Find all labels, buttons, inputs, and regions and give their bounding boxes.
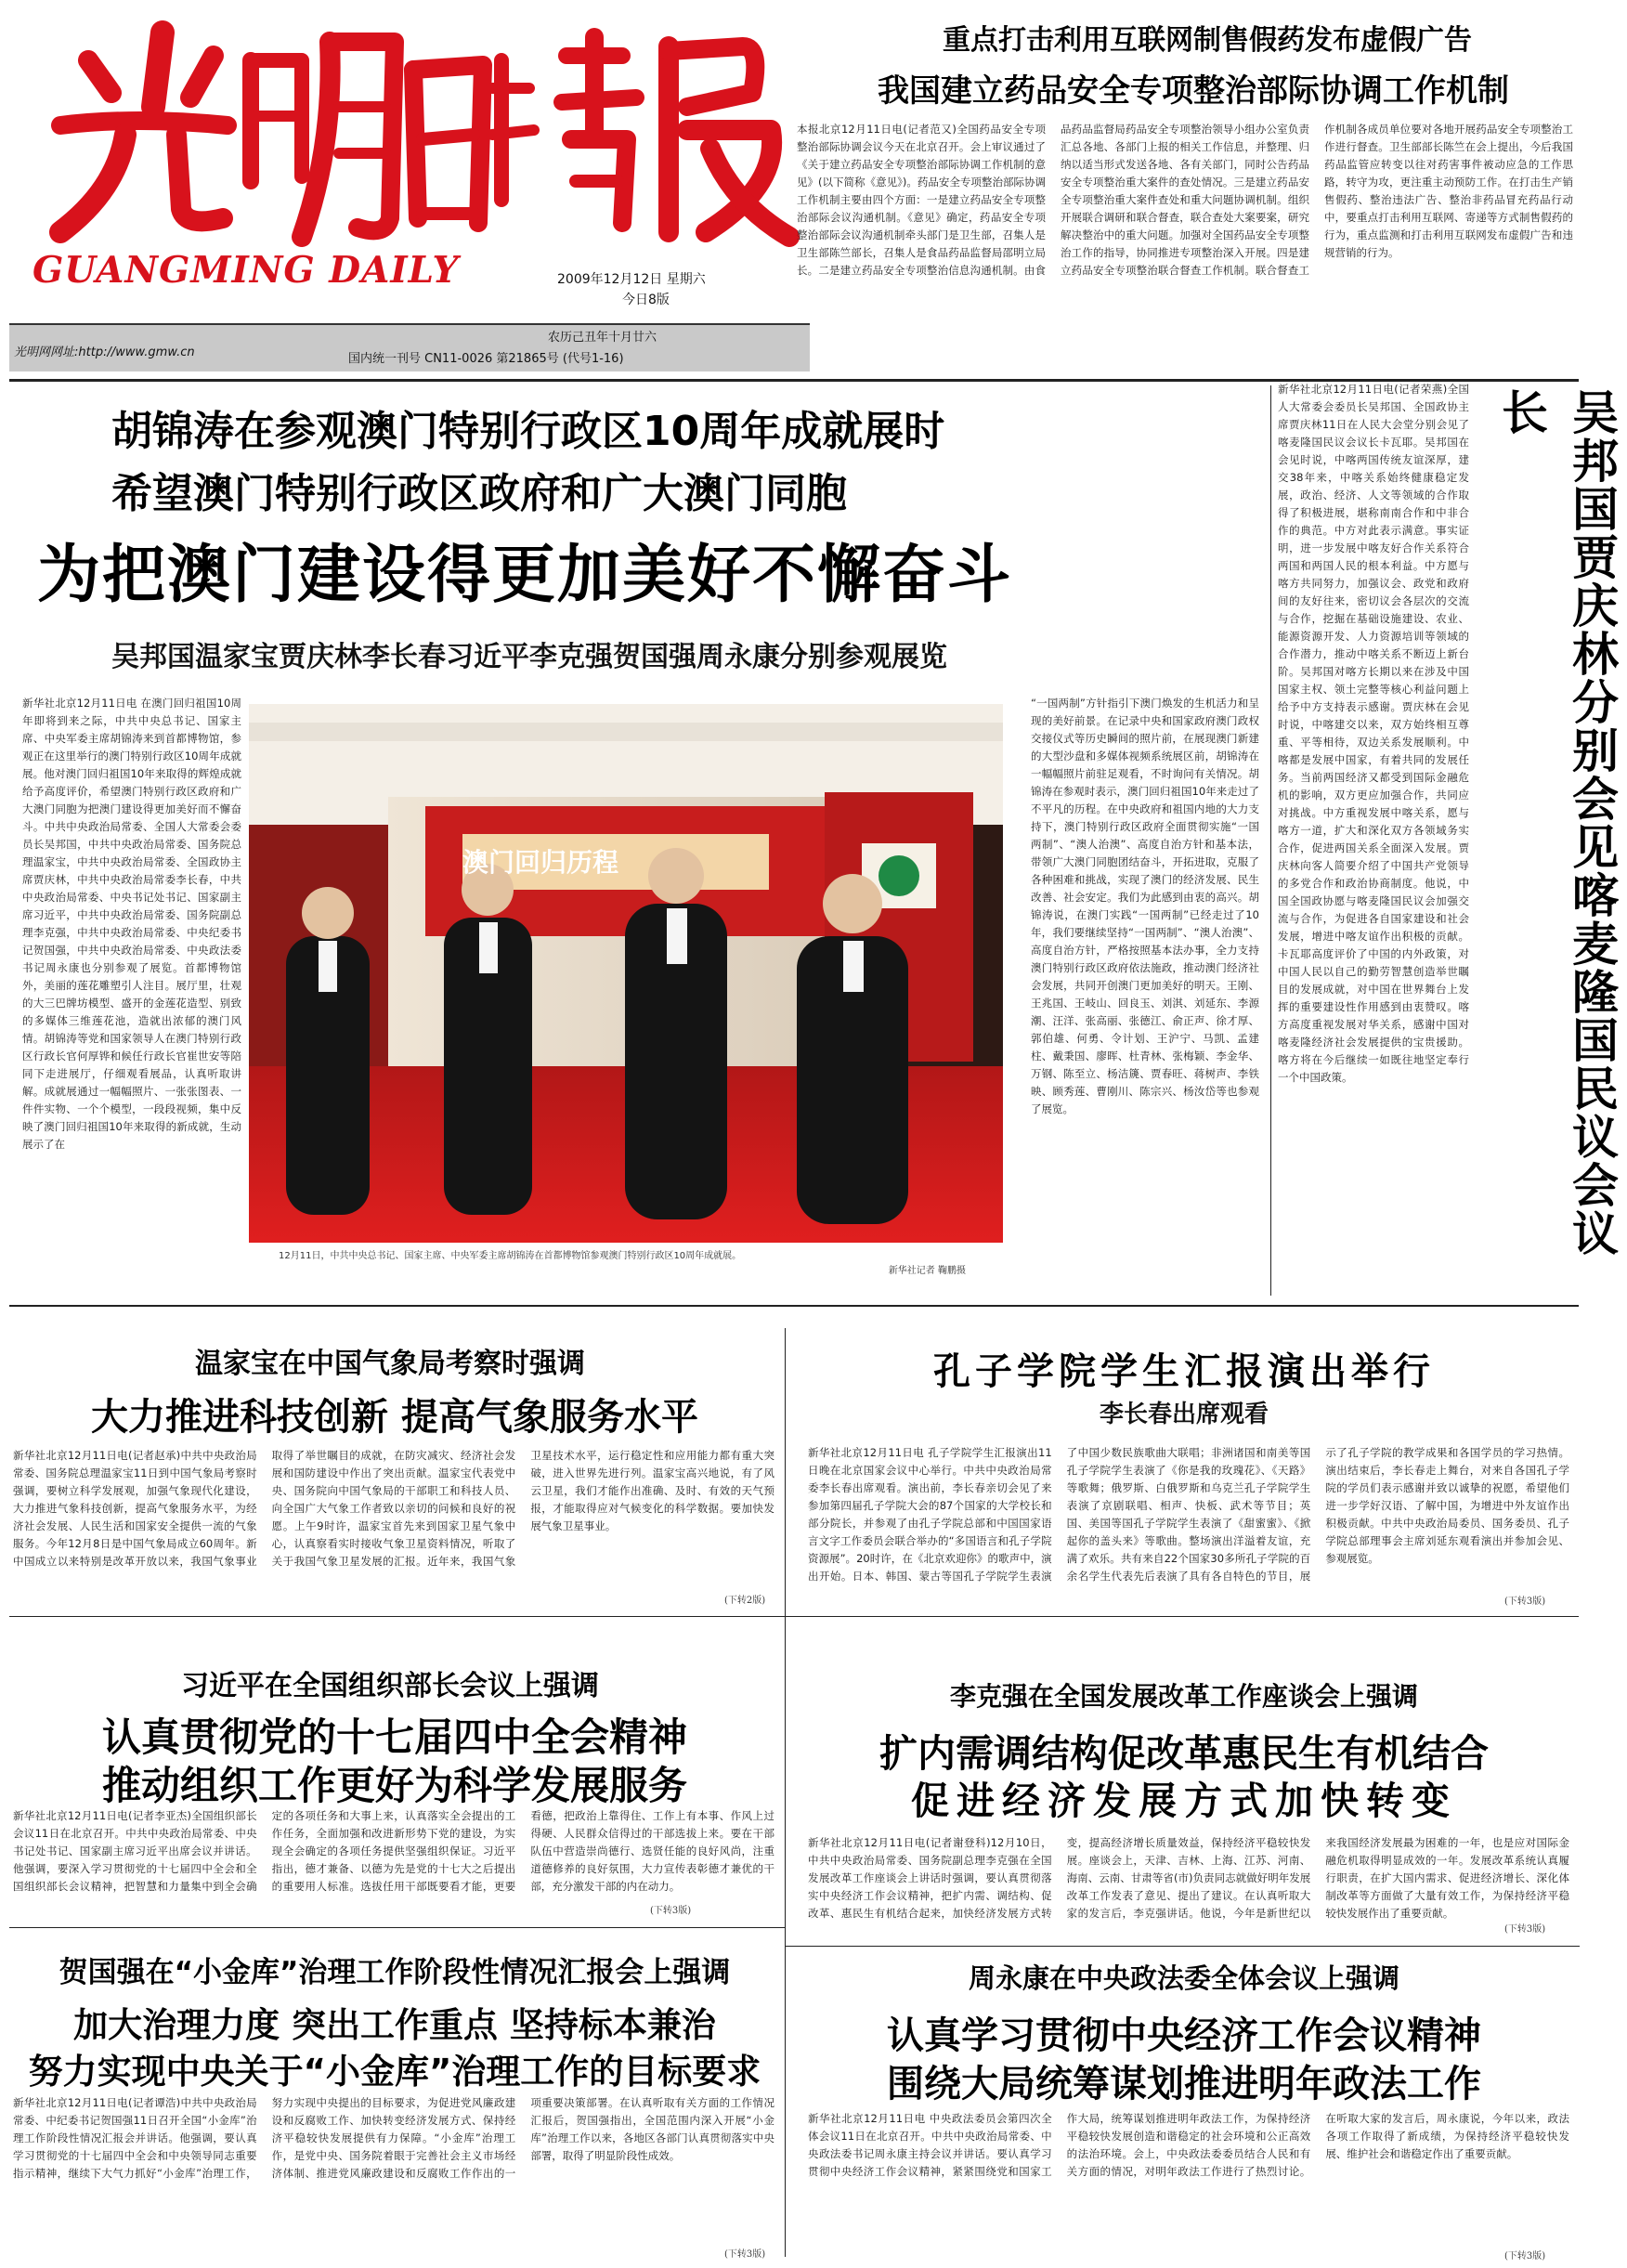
guangming-daily-calligraphy-logo	[23, 5, 543, 255]
lead-right-body: “一国两制”方针指引下澳门焕发的生机活力和呈现的美好前景。在记录中央和国家政府澳门政权交接仪式等历史瞬间的照片前，在展现澳门新建的大型沙盘和多媒体视频系统展区前，胡锦涛在一幅幅照片前驻足观看，不时询问有关情况。胡锦涛在参观时表示，澳门回归祖国10年来走过了不平凡的历程。在中央政府和祖国内地的大力支持下，澳门特别行政区政府全面贯彻实施“一国两制”、“澳人治澳”、高度自治方针和基本法，带领广大澳门同胞团结奋斗，开拓进取，克服了各种困难和挑战，实现了澳门的经济发展、民生改善、社会安定。我们为此感到由衷的高兴。胡锦涛说，在澳门实践“一国两制”已经走过了10年，我们要继续坚持“一国两制”、“澳人治澳”、高度自治方针，严格按照基本法办事，全力支持澳门特别行政区政府依法施政，推动澳门经济社会发展，共同开创澳门更加美好的明天。王刚、王兆国、王岐山、回良玉、刘淇、刘延东、李源潮、汪洋、张高丽、张德江、俞正声、徐才厚、郭伯雄、何勇、令计划、王沪宁、马凯、孟建柱、戴秉国、廖晖、杜青林、张梅颖、李金华、万钢、陈至立、杨洁篪、贾春旺、蒋树声、李铁映、顾秀莲、曹刚川、陈宗兴、杨汝岱等也参观了展览。	[1031, 697, 1259, 1115]
likeqiang-body: 新华社北京12月11日电(记者谢登科)12月10日，中共中央政治局常委、国务院副总理李克强在全国发展改革工作座谈会上讲话时强调，要认真贯彻落实中央经济工作会议精神，把扩内需、调结构、促改革、惠民生有机结合起来，加快经济发展方式转变，提高经济增长质量效益，保持经济平稳较快发展。座谈会上，天津、吉林、上海、江苏、河南、海南、云南、甘肃等省(市)负责同志就做好明年发展改革工作发表了意见、提出了建议。在认真听取大家的发言后，李克强讲话。他说，今年是新世纪以来我国经济发展最为困难的一年，也是应对国际金融危机取得明显成效的一年。发展改革系统认真履行职责，在扩大国内需求、促进经济增长、深化体制改革等方面做了大量有效工作，为保持经济平稳较快发展作出了重要贡献。	[808, 1836, 1569, 1920]
xi-kicker: 习近平在全国组织部长会议上强调	[181, 1670, 599, 1702]
lead-kicker-2: 希望澳门特别行政区政府和广大澳门同胞	[111, 470, 847, 517]
lunar-date: 农历己丑年十月廿六	[548, 331, 657, 345]
photo-caption	[279, 1249, 994, 1279]
issue-number: 国内统一刊号 CN11-0026 第21865号 (代号1-16)	[348, 352, 624, 366]
zhou-headline-2: 围绕大局统筹谋划推进明年政法工作	[887, 2063, 1481, 2105]
likeqiang-headline-1: 扩内需调结构促改革惠民生有机结合	[879, 1731, 1489, 1776]
side-story-headline: 吴邦国贾庆林分别会见喀麦隆国民议会议长	[1494, 388, 1619, 1258]
xi-continued: (下转3版)	[650, 1906, 692, 1916]
xi-headline-2: 推动组织工作更好为科学发展服务	[101, 1763, 687, 1808]
wen-kicker: 温家宝在中国气象局考察时强调	[195, 1348, 585, 1380]
top-story-kicker: 重点打击利用互联网制售假药发布虚假广告	[943, 24, 1472, 57]
page-count: 今日8版	[622, 293, 670, 307]
top-story-headline: 我国建立药品安全专项整治部际协调工作机制	[878, 72, 1509, 110]
photo-banner-text: 澳门回归历程	[462, 847, 619, 878]
lead-deck: 吴邦国温家宝贾庆林李长春习近平李克强贺国强周永康分别参观展览	[111, 641, 947, 673]
hgq-body: 新华社北京12月11日电(记者谭浩)中共中央政治局常委、中纪委书记贺国强11日召开全国“小金库”治理工作阶段性情况汇报会并讲话。他强调，要认真学习贯彻党的十七届四中全会和中央领导同志重要指示精神，继续下大气力抓好“小金库”治理工作，努力实现中央提出的目标要求，为促进党风廉政建设和反腐败工作、加快转变经济发展方式、保持经济平稳较快发展提供有力保障。“小金库”治理工作，是党中央、国务院着眼于完善社会主义市场经济体制、推进党风廉政建设和反腐败工作作出的一项重要决策部署。在认真听取有关方面的工作情况汇报后，贺国强指出，全国范围内深入开展“小金库”治理工作以来，各地区各部门认真贯彻落实中央部署，取得了明显阶段性成效。	[13, 2096, 774, 2180]
logo-character-bao-icon	[548, 19, 808, 251]
confucius-headline: 孔子学院学生汇报演出举行	[933, 1350, 1435, 1393]
hgq-headline-1: 加大治理力度 突出工作重点 坚持标本兼治	[73, 2005, 716, 2045]
confucius-sub: 李长春出席观看	[1099, 1401, 1269, 1428]
issue-date: 2009年12月12日 星期六	[557, 272, 706, 287]
exhibition-photo-illustration	[249, 704, 1003, 1243]
zhou-headline-1: 认真学习贯彻中央经济工作会议精神	[887, 2014, 1481, 2057]
wen-continued: (下转2版)	[724, 1596, 766, 1606]
zhou-continued: (下转3版)	[1504, 2251, 1546, 2261]
hgq-kicker: 贺国强在“小金库”治理工作阶段性情况汇报会上强调	[59, 1956, 731, 1989]
hgq-headline-2: 努力实现中央关于“小金库”治理工作的目标要求	[28, 2052, 761, 2092]
lead-left-body: 新华社北京12月11日电 在澳门回归祖国10周年即将到来之际，中共中央总书记、国家主席、中央军委主席胡锦涛来到首都博物馆，参观正在这里举行的澳门特别行政区10周年成就展。他对澳门回归祖国10年来取得的辉煌成就给予高度评价，希望澳门特别行政区政府和广大澳门同胞为把澳门建设得更加美好而不懈奋斗。中共中央政治局常委、全国人大常委会委员长吴邦国，中共中央政治局常委、国务院总理温家宝，中共中央政治局常委、全国政协主席贾庆林，中共中央政治局常委李长春，中共中央政治局常委、中央书记处书记、国家副主席习近平，中共中央政治局常委、国务院副总理李克强，中共中央政治局常委、中央纪委书记贺国强，中共中央政治局常委、中央政法委书记周永康也分别参观了展览。首都博物馆外，美丽的莲花雕塑引人注目。展厅里，壮观的大三巴牌坊模型、盛开的金莲花造型、别致的多媒体三维莲花池，造就出浓郁的澳门风情。胡锦涛等党和国家领导人在澳门特别行政区行政长官何厚铧和候任行政长官崔世安等陪同下走进展厅，仔细观看展品，认真听取讲解。成就展通过一幅幅照片、一张张图表、一件件实物、一个个模型，一段段视频，集中反映了澳门回归祖国10年来取得的新成就，生动展示了在	[22, 697, 241, 1151]
masthead	[0, 0, 817, 371]
zhou-body: 新华社北京12月11日电 中央政法委员会第四次全体会议11日在北京召开。中共中央政治局常委、中央政法委书记周永康主持会议并讲话。要认真学习贯彻中央经济工作会议精神，紧紧围绕党和国家工作大局，统筹谋划推进明年政法工作，为保持经济平稳较快发展创造和谐稳定的社会环境和公正高效的法治环境。会上，中央政法委委员结合人民和有关方面的情况，对明年政法工作进行了热烈讨论。在听取大家的发言后，周永康说，今年以来，政法各项工作取得了新成绩，为保持经济平稳较快发展、维护社会和谐稳定作出了重要贡献。	[808, 2112, 1569, 2178]
wen-headline: 大力推进科技创新 提高气象服务水平	[91, 1396, 698, 1439]
side-story-body: 新华社北京12月11日电(记者荣燕)全国人大常委会委员长吴邦国、全国政协主席贾庆林11日在人民大会堂分别会见了喀麦隆国民议会议长卡瓦耶。吴邦国在会见时说，中喀两国传统友谊深厚，建交38年来，中喀关系始终健康稳定发展，政治、经济、人文等领域的合作取得了积极进展，堪称南南合作和中非合作的典范。中方对此表示满意。事实证明，进一步发展中喀友好合作关系符合两国和两国人民的根本利益。中方愿与喀方共同努力，加强议会、政党和政府间的友好往来，密切议会各层次的交流与合作，挖掘在基础设施建设、农业、能源资源开发、人力资源培训等领域的合作潜力，推动中喀关系不断迈上新台阶。吴邦国对喀方长期以来在涉及中国国家主权、领土完整等核心利益问题上给予中方支持表示感谢。贾庆林在会见时说，中喀建交以来，双方始终相互尊重、平等相待，双边关系发展顺利。中喀都是发展中国家，有着共同的发展任务。当前两国经济又都受到国际金融危机的影响，双方更应加强合作，共同应对挑战。中方重视发展中喀关系，愿与喀方一道，扩大和深化双方各领域务实合作，促进两国关系全面深入发展。贾庆林向客人简要介绍了中国共产党领导的多党合作和政治协商制度。他说，中国全国政协愿与喀麦隆国民议会加强交流与合作，为促进各自国家建设和社会发展，增进中喀友谊作出积极的贡献。卡瓦耶高度评价了中国的内外政策，对中国人民以自己的勤劳智慧创造举世瞩目的发展成就，对中国在世界舞台上发挥的重要建设性作用感到由衷赞叹。喀方高度重视发展对华关系，感谢中国对喀麦隆经济社会发展提供的宝贵援助。喀方将在今后继续一如既往地坚定奉行一个中国政策。	[1278, 383, 1469, 1084]
hgq-continued: (下转3版)	[724, 2249, 766, 2260]
likeqiang-kicker: 李克强在全国发展改革工作座谈会上强调	[949, 1681, 1418, 1712]
caption-text: 12月11日，中共中央总书记、国家主席、中央军委主席胡锦涛在首都博物馆参观澳门特别行政区10周年成就展。	[279, 1251, 742, 1261]
photo-credit: 新华社记者 鞠鹏摄	[888, 1266, 966, 1276]
confucius-body: 新华社北京12月11日电 孔子学院学生汇报演出11日晚在北京国家会议中心举行。中共中央政治局常委李长春出席观看。演出前，李长春亲切会见了来参加第四届孔子学院大会的87个国家的大学校长和部分院长，并参观了由孔子学院总部和中国国家语言文字工作委员会联合举办的“多国语言和孔子学院资源展”。20时许，在《北京欢迎你》的歌声中，演出开始。日本、韩国、蒙古等国孔子学院学生表演了中国少数民族歌曲大联唱；非洲诸国和南美等国孔子学院学生表演了《你是我的玫瑰花》、《天路》等歌舞；俄罗斯、白俄罗斯和乌克兰孔子学院学生表演了京剧联唱、相声、快板、武术等节目；英国、美国等国孔子学院学生表演了《甜蜜蜜》、《掀起你的盖头来》等歌曲。整场演出洋溢着友谊，充满了欢乐。共有来自22个国家30多所孔子学院的百余名学生代表先后表演了具有各自特色的节目，展示了孔子学院的教学成果和各国学员的学习热情。演出结束后，李长春走上舞台，对来自各国孔子学院的学员们表示感谢并致以诚挚的祝愿，希望他们进一步学好汉语、了解中国，为增进中外友谊作出积极贡献。中共中央政治局委员、国务委员、孔子学院总部理事会主席刘延东观看演出并参加会见、参观展览。	[808, 1446, 1569, 1583]
likeqiang-continued: (下转3版)	[1504, 1924, 1546, 1935]
english-masthead: GUANGMING DAILY	[33, 249, 460, 292]
xi-body: 新华社北京12月11日电(记者李亚杰)全国组织部长会议11日在北京召开。中共中央政治局常委、中央书记处书记、国家副主席习近平出席会议并讲话。他强调，要深入学习贯彻党的十七届四中全会和全国组织部长会议精神，把智慧和力量集中到全会确定的各项任务和大事上来，认真落实全会提出的工作任务，全面加强和改进新形势下党的建设，为实现全会确定的各项任务提供坚强组织保证。习近平指出，德才兼备、以德为先是党的十七大之后提出的重要用人标准。选拔任用干部既要看才能，更要看德，把政治上靠得住、工作上有本事、作风上过得硬、人民群众信得过的干部选拔上来。要在干部队伍中营造崇尚德行、选贤任能的良好风尚，注重道德修养的良好氛围，大力宣传表彰德才兼优的干部，充分激发干部的内在动力。	[13, 1809, 774, 1893]
website-link[interactable]: 光明网网址:http://www.gmw.cn	[14, 345, 195, 359]
likeqiang-headline-2: 促进经济发展方式加快转变	[911, 1779, 1457, 1823]
xi-headline-1: 认真贯彻党的十七届四中全会精神	[101, 1714, 687, 1760]
zhou-kicker: 周永康在中央政法委全体会议上强调	[968, 1962, 1399, 1994]
wen-body: 新华社北京12月11日电(记者赵承)中共中央政治局常委、国务院总理温家宝11日到中国气象局考察时强调，要树立科学发展观，加强气象现代化建设，大力推进气象科技创新，提高气象服务水平，为经济社会发展、人民生活和国家安全提供一流的气象服务。今年12月8日是中国气象局成立60周年。新中国成立以来特别是改革开放以来，我国气象事业取得了举世瞩目的成就，在防灾减灾、经济社会发展和国防建设中作出了突出贡献。温家宝代表党中央、国务院向中国气象局的干部职工和科技人员、向全国广大气象工作者致以亲切的问候和良好的祝愿。上午9时许，温家宝首先来到国家卫星气象中心，认真察看实时接收气象卫星资料情况，听取了关于我国气象卫星发展的汇报。近年来，我国气象卫星技术水平，运行稳定性和应用能力都有重大突破，进入世界先进行列。温家宝高兴地说，有了风云卫星，我们才能作出准确、及时、有效的天气预报，才能取得应对气候变化的科学数据。要加快发展气象卫星事业。	[13, 1449, 774, 1568]
top-story-body: 本报北京12月11日电(记者范又)全国药品安全专项整治部际协调会议今天在北京召开。会上审议通过了《关于建立药品安全专项整治部际协调工作机制的意见》(以下简称《意见》)。药品安全专项整治部际协调工作机制主要由四个方面：一是建立药品安全专项整治部际会议沟通机制。《意见》确定，药品安全专项整治部际会议沟通机制牵头部门是卫生部，召集人是卫生部陈竺部长，召集人是食品药品监督局邵明立局长。二是建立药品安全专项整治信息沟通机制。由食品药品监督局药品安全专项整治领导小组办公室负责汇总各地、各部门上报的相关工作信息，并整理、归纳以适当形式发送各地、各有关部门，同时公告药品安全专项整治重大案件的查处情况。三是建立药品安全专项整治重大案件查处和重大问题协调机制。组织开展联合调研和联合督查，联合查处大案要案，研究解决整治中的重大问题。加强对全国药品安全专项整治工作的指导，协同推进专项整治深入开展。四是建立药品安全专项整治联合督查工作机制。联合督查工作机制各成员单位要对各地开展药品安全专项整治工作进行督查。卫生部部长陈竺在会上提出，今后我国药品监管应转变以往对药害事件被动应急的工作思路，转守为攻，更注重主动预防工作。在打击生产销售假药、整治违法广告、整治非药品冒充药品行动中，要重点打击利用互联网、寄递等方式制售假药的行为，重点监测和打击利用互联网发布虚假广告和违规营销的行为。	[797, 123, 1573, 277]
lead-kicker-1: 胡锦涛在参观澳门特别行政区10周年成就展时	[111, 408, 945, 455]
lead-photo	[249, 704, 1003, 1243]
confucius-continued: (下转3版)	[1504, 1597, 1546, 1607]
lead-main-headline: 为把澳门建设得更加美好不懈奋斗	[37, 539, 1013, 612]
